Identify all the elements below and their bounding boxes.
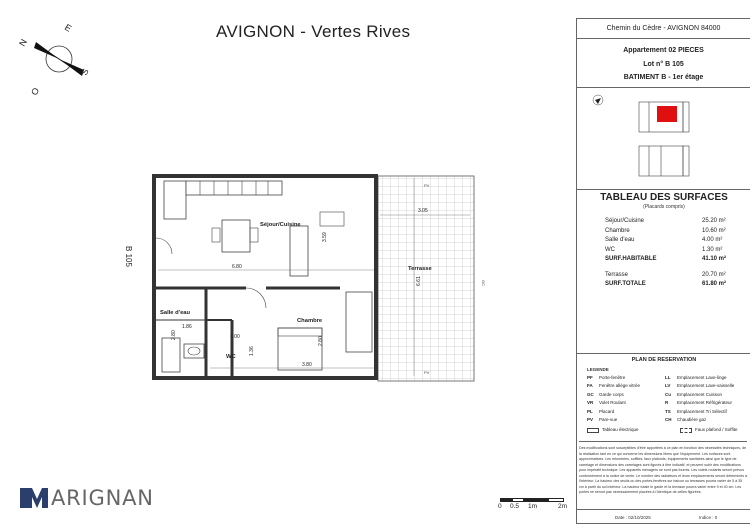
scale-2m: 2m — [558, 503, 568, 510]
compass-n: N — [17, 37, 29, 48]
scale-bar — [496, 490, 576, 520]
dim-359: 3.59 — [322, 232, 328, 242]
scale-05: 0.5 — [510, 503, 520, 510]
floor-plan — [123, 170, 490, 392]
legend-row: GC Garde corps Cu Emplacement Cuisson — [587, 391, 723, 397]
surface-row: Salle d'eau 4.00 m² — [605, 237, 723, 243]
compass-s: S — [79, 66, 91, 77]
room-salle-eau: Salle d'eau — [160, 310, 191, 316]
brand-logo — [20, 487, 154, 509]
info-panel — [576, 18, 750, 524]
lot-number: Lot n° B 105 — [643, 60, 684, 68]
key-plan — [577, 87, 750, 199]
surface-totale: SURF.TOTALE 61.80 m² — [605, 281, 727, 287]
room-sejour: Séjour/Cuisine — [260, 222, 301, 228]
legal-notes: Des modifications sont susceptibles d'être apportées à ce plan en fonction des nécessités techniques, de la réalisation tant en ce qui concerne les dimensions libres que l'équipement. Les surfaces sont approximatives. Les retombées, soffites, faux plafonds, équipements sanitaires ainsi que le type de carrelage et dimensions des carrelages sont figurés à titre indicatif, et peuvent subir des modifications pour impératif technique. Les appareils ménagers ne sont pas fournis. Les volets roulants seront prévus conformément à la notice de vente. Le nombre des radiateurs et leurs emplacements seront déterminés à l'intérieur. La hauteur des seuils ou des portes-fenêtres sur balcon ou terrasses pourra varier de 5 à 35 cm à partir du sol intérieur. La hauteur totale le garde et la terrasse pourra varier entre 9 et 40 cm. Les portes ne seront pas nécessairement placées à l'identique de celles figurées. — [579, 441, 747, 496]
room-chambre: Chambre — [297, 318, 323, 324]
surfaces-header — [577, 189, 750, 210]
surfaces-title: TABLEAU DES SURFACES — [600, 192, 728, 203]
brand-name: ARIGNAN — [51, 486, 154, 510]
mark-pv-top: PV — [424, 183, 430, 188]
legend-row: VR Volet Roulant R Emplacement Réfrigérateur — [587, 400, 733, 406]
compass-e: E — [63, 22, 74, 34]
surface-terrasse: Terrasse 20.70 m² — [605, 271, 726, 278]
dim-305: 3.05 — [418, 208, 428, 214]
surface-habitable: SURF.HABITABLE 41.10 m² — [605, 256, 727, 262]
legend-row: FA Fenêtre allège vitrée LV Emplacement Lave-vaisselle — [587, 383, 735, 389]
dim-661: 6.61 — [416, 276, 422, 286]
footer-date: Date : 02/10/2025 — [615, 515, 651, 520]
apartment-type: Appartement 02 PIECES — [623, 47, 704, 54]
surface-row: Séjour/Cuisine 25.20 m² — [605, 218, 726, 224]
scale-0: 0 — [498, 503, 502, 510]
dim-136: 1.36 — [249, 346, 255, 356]
legend-row: PV Pare-vue CH Chaudière gaz — [587, 417, 707, 423]
compass-rose-icon — [14, 14, 104, 104]
surfaces-subtitle: (Placards compris) — [643, 204, 685, 210]
legend-row: PF Porte-fenêtre LL Emplacement Lave-linge — [587, 375, 727, 380]
electric-panel-icon — [587, 428, 599, 433]
surfaces-table — [605, 217, 740, 290]
legend-row: PL Placard TS Emplacement Tri Sélectif — [587, 408, 727, 414]
dim-280b: 2.80 — [318, 336, 324, 346]
reservation-title: PLAN DE RESERVATION — [631, 357, 697, 363]
address: Chemin du Cèdre - AVIGNON 84000 — [577, 19, 750, 39]
surface-row: WC 1.30 m² — [605, 246, 723, 253]
dim-380: 3.80 — [302, 362, 312, 368]
building-floor: BATIMENT B - 1er étage — [623, 74, 704, 81]
legend: PF Porte-fenêtre LL Emplacement Lave-linge FA Fenêtre allège vitrée LV Emplacement Lave-vaisselle GC Garde corps Cu Emplacement Cuisson VR Volet Roulant R Emplacement Réfrigérateur PL Placard TS Emplacement Tri Sélectif PV Pare-vue CH Chaudière gaz Tableau électrique Faux plafond / Soffite — [587, 374, 747, 435]
reservation-section — [577, 353, 750, 433]
panel-footer — [577, 509, 750, 525]
marignan-m-logo-icon — [20, 487, 50, 509]
lot-marker-b105: B 105 — [123, 246, 133, 267]
mark-gc: GC — [481, 280, 486, 286]
surface-row: Chambre 10.60 m² — [605, 227, 726, 234]
room-wc: WC — [226, 354, 236, 360]
footer-index: Indice : 0 — [699, 515, 718, 520]
dim-186: 1.86 — [182, 324, 192, 330]
mark-pv-bottom: PV — [424, 370, 430, 375]
page-title: AVIGNON - Vertes Rives — [216, 22, 411, 41]
dim-280: 2.80 — [171, 330, 177, 340]
false-ceiling-icon — [680, 428, 692, 433]
compass-o: O — [29, 85, 42, 97]
room-terrasse: Terrasse — [408, 266, 432, 272]
dim-680: 6.80 — [232, 264, 242, 270]
legend-title: LEGENDE — [587, 367, 609, 372]
scale-1m: 1m — [528, 503, 538, 510]
dim-100: 1.00 — [230, 334, 240, 340]
